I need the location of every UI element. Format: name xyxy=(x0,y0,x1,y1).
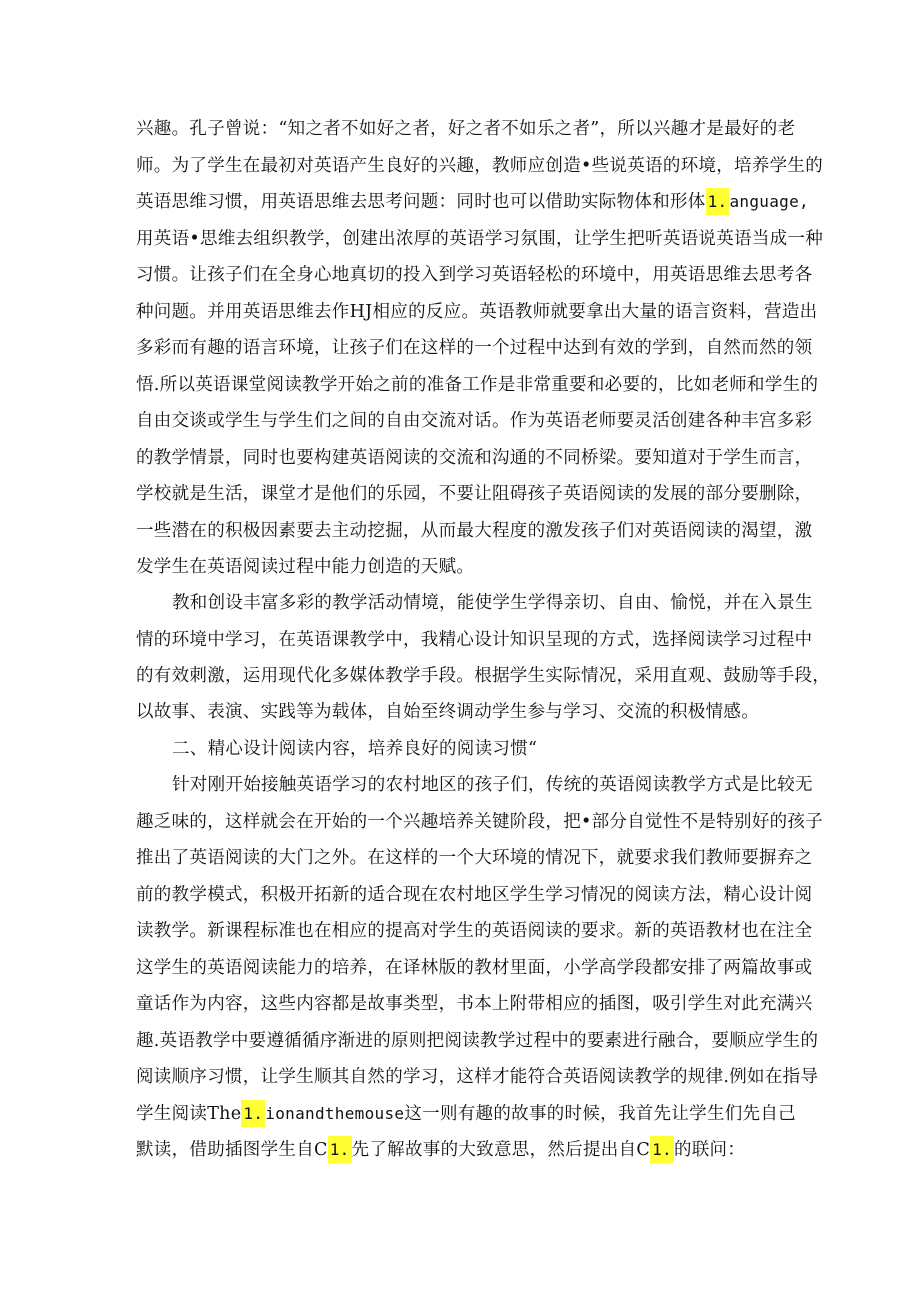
highlight-mark: 1. xyxy=(706,188,730,215)
section-heading: 二、精心设计阅读内容，培养良好的阅读习惯“ xyxy=(172,739,538,759)
text-line: 读教学。新课程标准也在相应的提高对学生的英语阅读的要求。新的英语教材也在注全 xyxy=(136,921,813,941)
text-line: 趣乏味的，这样就会在开始的一个兴趣培养关键阶段，把•部分自觉性不是特别好的孩子 xyxy=(136,812,824,832)
text-line: 学生阅读The 1. ionandthemouse这一则有趣的故事的时候，我首先让学生们先自己 xyxy=(136,1103,786,1125)
text-line: 自由交谈或学生与学生们之间的自由交流对话。作为英语老师要灵活创建各种丰宫多彩 xyxy=(136,411,813,431)
text-line: 发学生在英语阅读过程中能力创造的天赋。 xyxy=(136,557,475,577)
highlight-mark: 1. xyxy=(650,1136,674,1163)
text-line: 针对刚开始接触英语学习的农村地区的孩子们，传统的英语阅读教学方式是比较无 xyxy=(172,775,813,795)
text-line: 以故事、表演、实践等为载体，自始至终调动学生参与学习、交流的积极情感。 xyxy=(136,702,759,722)
text-line: 的有效刺激，运用现代化多媒体教学手段。根据学生实际情况，采用直观、鼓励等手段， xyxy=(136,666,831,686)
text-line: 习惯。让孩子们在全身心地真切的投入到学习英语轻松的环境中，用英语思维去思考各 xyxy=(136,265,813,285)
text-line: 前的教学模式，积极开拓新的适合现在农村地区学生学习情况的阅读方法，精心设计阅 xyxy=(136,885,813,905)
text-line: 推出了英语阅读的大门之外。在这样的一个大环境的情况下，就要求我们教师要摒弃之 xyxy=(136,848,813,868)
text-line: 一些潜在的积极因素要去主动挖掘，从而最大程度的激发孩子们对英语阅读的渴望，激 xyxy=(136,521,813,541)
highlight-mark: 1. xyxy=(241,1100,265,1127)
text-line: 教和创设丰富多彩的教学活动情境，能使学生学得亲切、自由、愉悦，并在入景生 xyxy=(172,593,813,613)
text-line: 童话作为内容，这些内容都是故事类型，书本上附带相应的插图，吸引学生对此充满兴 xyxy=(136,994,813,1014)
text-line: 兴趣。孔子曾说：“知之者不如好之者，好之者不如乐之者”，所以兴趣才是最好的老 xyxy=(136,119,796,139)
text-line: 这学生的英语阅读能力的培养，在译林版的教材里面，小学高学段都安排了两篇故事或 xyxy=(136,958,813,978)
highlight-mark: 1. xyxy=(328,1136,352,1163)
text-line: 情的环境中学习，在英语课教学中，我精心设计知识呈现的方式，选择阅读学习过程中 xyxy=(136,630,813,650)
text-line: 多彩而有趣的语言环境，让孩子们在这样的一个过程中达到有效的学到，自然而然的领 xyxy=(136,338,813,358)
text-line: 用英语•思维去组织教学，创建出浓厚的英语学习氛围，让学生把听英语说英语当成一种 xyxy=(136,229,824,249)
text-line: 趣.英语教学中要遵循循序渐进的原则把阅读教学过程中的要素进行融合，要顺应学生的 xyxy=(136,1031,819,1051)
text-line: 师。为了学生在最初对英语产生良好的兴趣，教师应创造•些说英语的环境，培养学生的 xyxy=(136,156,824,176)
text-line: 默读，借助插图学生自C 1. 先了解故事的大致意思，然后提出自C 1. 的联问： xyxy=(136,1139,786,1161)
text-line: 英语思维习惯，用英语思维去思考问题：同时也可以借助实际物体和形体 1. anguage, xyxy=(136,191,786,213)
text-line: 悟.所以英语课堂阅读教学开始之前的准备工作是非常重要和必要的，比如老师和学生的 xyxy=(136,375,819,395)
text-line: 学校就是生活，课堂才是他们的乐园，不要让阻碍孩子英语阅读的发展的部分要删除， xyxy=(136,484,813,504)
text-line: 阅读顺序习惯，让学生顺其自然的学习，这样才能符合英语阅读教学的规律.例如在指导 xyxy=(136,1067,819,1087)
text-line: 种问题。并用英语思维去作HJ相应的反应。英语教师就要拿出大量的语言资料，营造出 xyxy=(136,302,818,322)
text-line: 的教学情景，同时也要构建英语阅读的交流和沟通的不同桥梁。要知道对于学生而言， xyxy=(136,448,813,468)
